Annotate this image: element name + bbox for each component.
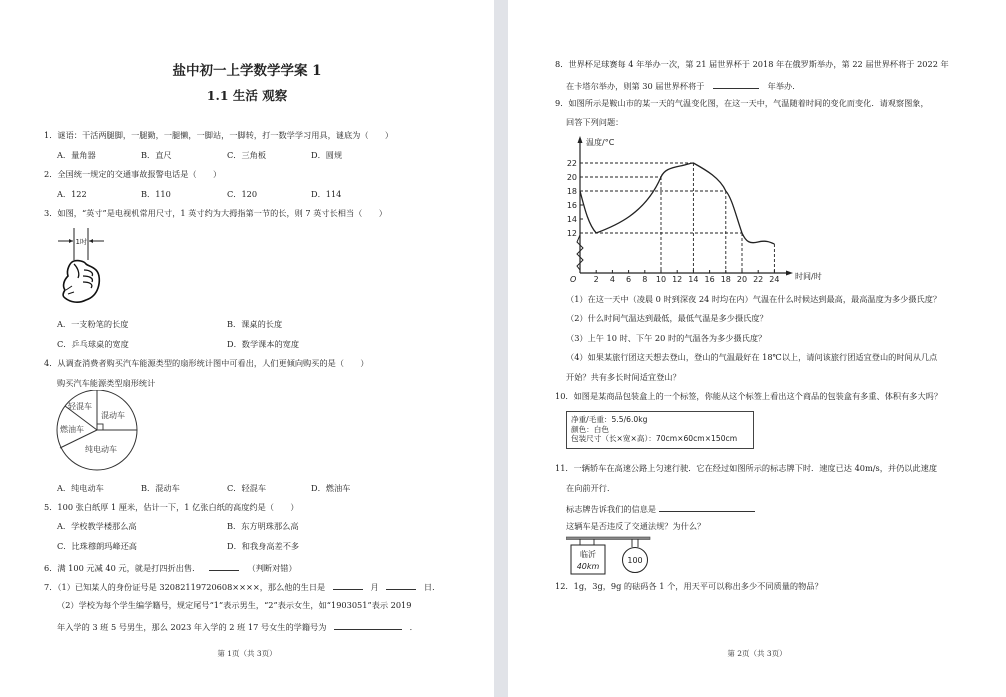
svg-text:18: 18 bbox=[720, 275, 731, 284]
svg-text:14: 14 bbox=[566, 215, 577, 224]
pie-label-light-hybrid: 轻混车 bbox=[68, 402, 92, 411]
q11-line1: 11．一辆轿车在高速公路上匀速行驶．它在经过如图所示的标志牌下时．速度已达 40m/s，并仍以此速度 bbox=[555, 463, 938, 473]
q2-stem: 2．全国统一规定的交通事故报警电话是（ ） bbox=[44, 169, 222, 179]
svg-text:22: 22 bbox=[566, 159, 577, 168]
svg-text:14: 14 bbox=[688, 275, 699, 284]
svg-text:22: 22 bbox=[753, 275, 764, 284]
pie-label-hybrid: 混动车 bbox=[101, 411, 125, 420]
sign-speed-limit: 100 bbox=[627, 556, 643, 565]
q8-year-blank[interactable] bbox=[713, 79, 759, 89]
temperature-line-chart bbox=[560, 136, 840, 288]
q7-month-label: 月 bbox=[370, 582, 379, 592]
svg-text:6: 6 bbox=[626, 275, 632, 284]
svg-text:16: 16 bbox=[704, 275, 715, 284]
svg-text:20: 20 bbox=[736, 275, 748, 284]
q9-sub3: （3）上午 10 时、下午 20 时的气温各为多少摄氏度？ bbox=[566, 333, 767, 343]
svg-text:18: 18 bbox=[566, 187, 577, 196]
q9-sub4-line2: 开始？共有多长时间适宜登山？ bbox=[566, 372, 681, 382]
q7-day-label: 日． bbox=[423, 582, 441, 592]
pie-label-fuel: 燃油车 bbox=[60, 425, 84, 434]
q4-option-c: C．轻混车 bbox=[227, 483, 267, 493]
x-tick-labels bbox=[594, 275, 780, 284]
q6-stem: 6．满 100 元减 40 元，就是打四折出售． bbox=[44, 563, 201, 573]
q5-option-c: C．比珠穆朗玛峰还高 bbox=[57, 541, 137, 551]
q3-stem: 3．如图，“英寸”是电视机常用尺寸，1 英寸约为大拇指第一节的长，则 7 英寸长相当（ ） bbox=[44, 208, 387, 218]
document-title: 盐中初一上学数学学案 1 bbox=[172, 63, 322, 79]
svg-text:8: 8 bbox=[642, 275, 648, 284]
svg-text:16: 16 bbox=[566, 201, 577, 210]
q9-line1: 9．如图所示是鞍山市的某一天的气温变化图，在这一天中，气温随着时间的变化而变化．请观察图象， bbox=[555, 98, 929, 108]
energy-type-pie-chart bbox=[55, 390, 140, 474]
q9-sub2: （2）什么时间气温达到最低，最低气温是多少摄氏度？ bbox=[566, 313, 768, 323]
q7-part2-line2 bbox=[57, 620, 418, 633]
product-label-box bbox=[566, 411, 754, 449]
q11-line3 bbox=[566, 502, 755, 515]
q2-option-b: B．110 bbox=[141, 189, 171, 199]
q5-option-d: D．和我身高差不多 bbox=[227, 541, 300, 551]
q5-stem: 5．100 张白纸厚 1 厘米，估计一下，1 亿张白纸的高度约是（ ） bbox=[44, 502, 299, 512]
road-sign-figure bbox=[566, 536, 656, 576]
q11-line2: 在向前开行． bbox=[566, 483, 616, 493]
q7-month-blank[interactable] bbox=[333, 580, 363, 590]
y-tick-labels bbox=[567, 159, 577, 238]
svg-text:20: 20 bbox=[566, 173, 577, 182]
q1-option-d: D．圆规 bbox=[311, 150, 343, 160]
q4-option-d: D．燃油车 bbox=[311, 483, 351, 493]
thumb-inch-figure bbox=[56, 228, 126, 310]
svg-text:2: 2 bbox=[593, 275, 599, 284]
q6-line bbox=[44, 561, 297, 574]
q8-suffix: 年举办． bbox=[767, 81, 801, 91]
q11-info-text: 标志牌告诉我们的信息是 bbox=[566, 504, 657, 514]
section-title: 1.1 生活 观察 bbox=[206, 88, 288, 103]
q5-option-b: B．东方明珠那么高 bbox=[227, 521, 299, 531]
q11-line4: 这辆车是否违反了交通法规？为什么？ bbox=[566, 521, 706, 531]
q5-option-a: A．学校教学楼那么高 bbox=[57, 521, 137, 531]
q3-option-d: D．数学课本的宽度 bbox=[227, 339, 300, 349]
svg-text:12: 12 bbox=[566, 229, 577, 238]
svg-text:12: 12 bbox=[672, 275, 683, 284]
svg-text:4: 4 bbox=[609, 275, 615, 284]
q9-sub1: （1）在这一天中（凌晨 0 时到深夜 24 时均在内）气温在什么时候达到最高，最高温度为多少摄氏度？ bbox=[566, 294, 942, 304]
label-weight: 净重/毛重：5.5/6.0kg bbox=[571, 415, 648, 424]
q6-suffix: （判断对错） bbox=[247, 563, 297, 573]
q8-text: 在卡塔尔举办，则第 30 届世界杯将于 bbox=[566, 81, 705, 91]
page-1-footer: 第 1页（共 3页） bbox=[217, 649, 277, 658]
q4-option-a: A．纯电动车 bbox=[57, 483, 104, 493]
q1-option-a: A．量角器 bbox=[57, 150, 96, 160]
page-2-footer: 第 2页（共 3页） bbox=[727, 649, 787, 658]
q7-part1-text: 7．（1）已知某人的身份证号是 32082119720608××××，那么他的生日是 bbox=[44, 582, 326, 592]
q9-sub4-line1: （4）如果某旅行团这天想去登山，登山的气温最好在 18℃以上，请问该旅行团适宜登山的时间从几点 bbox=[566, 352, 938, 362]
x-axis-label: 时间/时 bbox=[795, 272, 822, 281]
origin-label: O bbox=[570, 275, 577, 284]
q7-part1 bbox=[44, 580, 440, 593]
q7-student-id-blank[interactable] bbox=[334, 620, 402, 630]
page-2 bbox=[508, 0, 1006, 697]
sign-place: 临沂 bbox=[580, 550, 596, 559]
pie-chart-title: 购买汽车能源类型扇形统计 bbox=[57, 378, 156, 388]
q3-option-b: B．课桌的长度 bbox=[227, 319, 283, 329]
svg-text:24: 24 bbox=[769, 275, 780, 284]
page-1 bbox=[0, 0, 494, 697]
y-axis-label: 温度/°C bbox=[586, 138, 615, 147]
q10-stem: 10．如图是某商品包装盒上的一个标签，你能从这个标签上看出这个商品的包装盒有多重、体积有多大吗？ bbox=[555, 391, 943, 401]
q7-day-blank[interactable] bbox=[386, 580, 416, 590]
q3-option-c: C．乒乓球桌的宽度 bbox=[57, 339, 129, 349]
q2-option-c: C．120 bbox=[227, 189, 258, 199]
q2-option-d: D．114 bbox=[311, 189, 342, 199]
q8-line1: 8．世界杯足球赛每 4 年举办一次，第 21 届世界杯于 2018 年在俄罗斯举办，第 22 届世界杯将于 2022 年 bbox=[555, 59, 949, 69]
q1-stem: 1．谜语：干活两腿脚，一腿勤，一腿懒，一脚站，一脚转，打一数学学习用具，谜底为（ ） bbox=[44, 130, 394, 140]
q7-part2-line1: （2）学校为每个学生编学籍号，规定尾号“1”表示男生，“2”表示女生，如“1903051”表示 2019 bbox=[57, 600, 412, 610]
q4-stem: 4．从调查消费者购买汽车能源类型的扇形统计图中可看出，人们更倾向购买的是（ ） bbox=[44, 358, 369, 368]
q7-part2-end: ． bbox=[409, 622, 418, 632]
label-size: 包装尺寸（长×宽×高）：70cm×60cm×150cm bbox=[571, 434, 738, 443]
q8-line2 bbox=[566, 79, 800, 92]
q4-option-b: B．混动车 bbox=[141, 483, 180, 493]
svg-text:10: 10 bbox=[655, 275, 667, 284]
q1-option-b: B．直尺 bbox=[141, 150, 172, 160]
q12-stem: 12．1g，3g，9g 的砝码各 1 个，用天平可以称出多少不同质量的物品？ bbox=[555, 581, 823, 591]
q3-option-a: A．一支粉笔的长度 bbox=[57, 319, 129, 329]
pie-label-electric: 纯电动车 bbox=[85, 445, 117, 454]
q9-line2: 回答下列问题： bbox=[566, 117, 624, 127]
sign-distance: 40km bbox=[576, 562, 600, 571]
q1-option-c: C．三角板 bbox=[227, 150, 267, 160]
q2-option-a: A．122 bbox=[57, 189, 87, 199]
label-color: 颜色：白色 bbox=[571, 424, 609, 434]
q6-answer-blank[interactable] bbox=[209, 561, 239, 571]
inch-label: 1吋 bbox=[75, 238, 87, 246]
q11-info-blank[interactable] bbox=[659, 502, 755, 512]
temperature-curve bbox=[580, 163, 774, 244]
q7-part2-text: 年入学的 3 班 5 号男生，那么 2023 年入学的 2 班 17 号女生的学籍号为 bbox=[57, 622, 327, 632]
